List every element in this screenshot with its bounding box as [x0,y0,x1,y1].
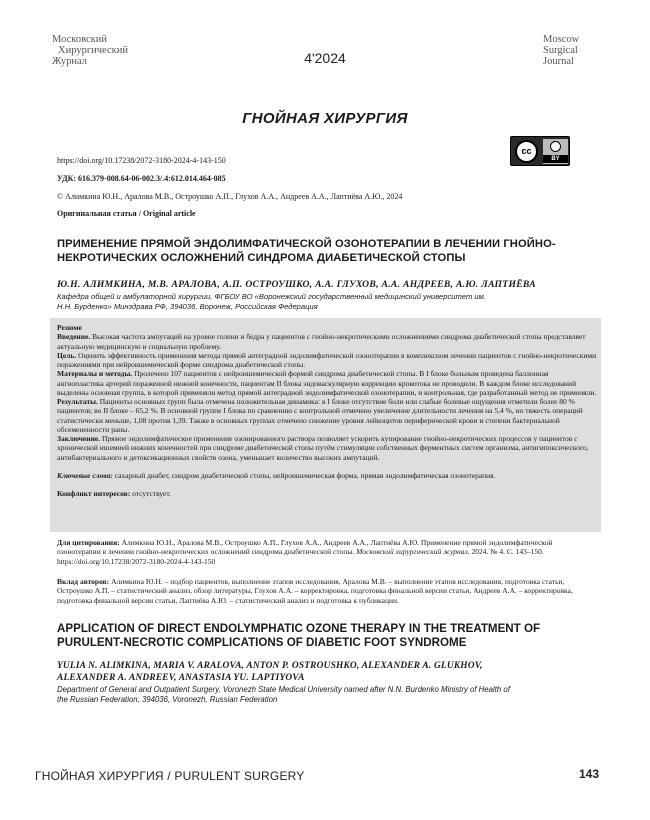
citation-journal: Московский хирургический журнал [356,547,468,557]
citation-tail: , 2024. № 4. С. 143–150. https://doi.org/10.17238/2072-3180-2024-4-143-150 [57,547,544,566]
results-label: Результаты. [57,397,98,406]
methods-text: Пролечено 107 пациентов с нейроишемической формой синдрома диабетической стопы. В I блоке больным проведена баллонная ангиопластика артерий пораженной нижней конечности, пациентам II блока эндоваскулярную коррекцию кровотока не проводили. В каждом блоке исследований выделены основная группа, в которой применяли метод прямой антеградной эндолимфатической озонотерапии, и контрольная, где разработанный метод не применяли. [57,369,597,397]
udc-code: УДК: 616.379-008.64-06-002.3/.4:612.014.464-085 [57,174,226,183]
article-title-ru [57,237,597,265]
keywords-label: Ключевые слова: [57,470,113,480]
contribution-text: Алимкина Ю.Н. – подбор пациентов, выполнение этапов исследования, Аралова М.В. – выполнение этапов исследования, подготовка статьи, Остроушко А.П. – статистический анализ, обзор литературы, Глухов А.А. – корректировка, подготовка финальной версии статьи, Андреев А.А. – корректировка, подготовка финальной версии статьи, Лаптиёва А.Ю. – статистический анализ и подготовка к публикации. [57,577,573,605]
conclusion-label: Заключение. [57,434,101,443]
intro-label: Введение. [57,332,91,342]
conflict-label: Конфликт интересов: [57,489,131,498]
citation [57,538,597,566]
logo-ru-line-2: Хирургический [58,45,128,56]
abstract-heading: Резюме [57,323,82,332]
abstract-aim [57,351,597,370]
contribution-label: Вклад авторов: [57,577,110,586]
abstract-conflict [57,489,597,498]
abstract-intro [57,332,597,351]
affiliation-ru [57,292,577,312]
logo-en-line-1: Moscow [543,34,580,45]
abstract [57,323,597,498]
abstract-results [57,397,597,434]
affiliation-en [57,685,602,705]
title-en-line-2: PURULENT-NECROTIC COMPLICATIONS OF DIABETIC FOOT SYNDROME [57,636,467,649]
title-en-line-1: APPLICATION OF DIRECT ENDOLYMPHATIC OZONE THERAPY IN THE TREATMENT OF [57,622,541,635]
person-icon [550,141,561,152]
abstract-methods [57,369,597,397]
aim-text: Оценить эффективность применения метода прямой антеградной эндолимфатической озонотерапии в комплексном лечении пациентов с гнойно-некротическими поражениями при нейроишемической форме синдрома диабетической стопы. [57,350,597,369]
by-icon [543,139,568,164]
title-ru-line-2: НЕКРОТИЧЕСКИХ ОСЛОЖНЕНИЙ СИНДРОМА ДИАБЕТИЧЕСКОЙ СТОПЫ [57,252,466,264]
aim-label: Цель. [57,350,77,360]
authors-en-line-1: YULIA N. ALIMKINA, MARIA V. ARALOVA, ANTON P. OSTROUSHKO, ALEXANDER A. GLUKHOV, [57,661,483,671]
methods-label: Материалы и методы. [57,369,133,379]
keywords-text: сахарный диабет, синдром диабетической стопы, нейроишемическая форма, прямая эндолимфатическая озонотерапия. [112,470,496,480]
page-number: 143 [579,767,600,781]
footer-section: ГНОЙНАЯ ХИРУРГИЯ / PURULENT SURGERY [35,769,305,783]
cc-icon: cc [515,140,538,163]
affiliation-ru-line-1: Кафедра общей и амбулаторной хирургии, ФГБОУ ВО «Воронежский государственный медицинский университет им. [57,292,486,301]
issue-number: 4'2024 [304,50,346,66]
abstract-conclusion [57,434,597,462]
cc-by-license-badge[interactable] [510,136,570,166]
article-type: Оригинальная статья / Original article [57,209,196,218]
logo-ru-line-1: Московский [52,34,107,45]
affiliation-en-line-1: Department of General and Outpatient Surgery, Voronezh State Medical University named after N.N. Burdenko Ministry of Health of [57,685,510,694]
affiliation-en-line-2: the Russian Federation, 394036, Voronezh, Russian Federation [57,695,278,704]
article-title-en [57,622,602,650]
section-title: ГНОЙНАЯ ХИРУРГИЯ [242,110,408,127]
authors-en-line-2: ALEXANDER A. ANDREEV, ANASTASIA YU. LAPTIYOVA [57,673,305,683]
journal-logo-en [543,34,603,67]
doi-link[interactable]: https://doi.org/10.17238/2072-3180-2024-4-143-150 [57,156,226,165]
by-label: BY [543,155,568,163]
author-contribution [57,577,597,605]
citation-label: Для цитирования: [57,538,120,547]
citation-text: Алимкина Ю.Н., Аралова М.В., Остроушко А.П., Глухов А.А., Андреев А.А., Лаптиёва А.Ю. Применение прямой эндолимфатической озонотерапии в лечении гнойно-некротических осложнений синдрома диабетической стопы. [57,538,553,557]
logo-en-line-2: Surgical [543,45,578,56]
title-ru-line-1: ПРИМЕНЕНИЕ ПРЯМОЙ ЭНДОЛИМФАТИЧЕСКОЙ ОЗОНОТЕРАПИИ В ЛЕЧЕНИИ ГНОЙНО- [57,238,556,250]
authors-ru: Ю.Н. АЛИМКИНА, М.В. АРАЛОВА, А.П. ОСТРОУШКО, А.А. ГЛУХОВ, А.А. АНДРЕЕВ, А.Ю. ЛАПТИЁВА [57,279,536,290]
results-text: Пациенты основных групп была отмечена положительная динамика: в I блоке отсутствие боли или слабые болевые ощущения отметили более 80 % пациентов; во II блоке – 65,2 %. В основной группе I блока по сравнению с контрольной отмечено увеличение длительности лечения на 5,4 %, но тяжесть операций статистически меньше, 1,08 против 1,39. Также в основных группах отмечено снижение уровня лейкоцитов периферической крови и степени бактериальной обсемененности раны. [57,397,583,434]
logo-en-line-3: Journal [543,56,574,67]
logo-ru-line-3: Журнал [52,56,88,67]
abstract-keywords [57,471,597,480]
conflict-text: отсутствует. [130,489,171,498]
affiliation-ru-line-2: Н.Н. Бурденко» Минздрава РФ, 394036, Воронеж, Российская Федерация [57,302,318,311]
conclusion-text: Прямое эндолимфатическое применение озонированного раствора позволяет ускорить купирование гнойно-некротических процессов у пациентов с хронической ишемией нижних конечностей при синдроме диабетической стопы путём стимуляции собственных ферментных систем организма, антигипоксического, антибактериального и детоксикационных свойств озона, уменьшает количество высоких ампутаций. [57,434,589,462]
intro-text: Высокая частота ампутаций на уровне голени и бедра у пациентов с гнойно-некротическими осложнениями синдрома диабетической стопы представляет актуальную медицинскую и социальную проблему. [57,332,586,351]
copyright-line: © Алимкина Ю.Н., Аралова М.В., Остроушко А.П., Глухов А.А., Андреев А.А., Лаптиёва А.Ю., 2024 [57,192,403,201]
authors-en [57,660,602,684]
